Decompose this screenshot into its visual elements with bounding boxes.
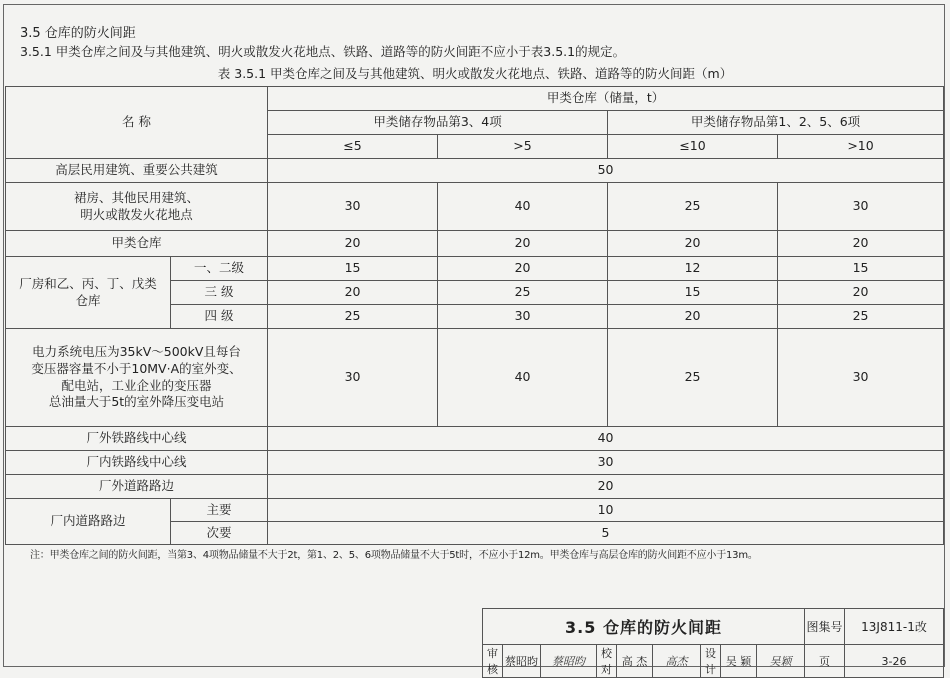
checker-signature: 高杰 — [653, 645, 701, 678]
table-cell: 30 — [438, 305, 608, 329]
table-cell: 15 — [778, 257, 944, 281]
table-note: 注：甲类仓库之间的防火间距，当第3、4项物品储量不大于2t，第1、2、5、6项物品储量不大于5t时，不应小于12m。甲类仓库与高层仓库的防火间距不应小于13m。 — [30, 550, 758, 561]
table-cell: 15 — [608, 281, 778, 305]
table-caption: 表 3.5.1 甲类仓库之间及与其他建筑、明火或散发火花地点、铁路、道路等的防火间距（m） — [217, 66, 733, 81]
table-cell: 20 — [608, 305, 778, 329]
table-cell: 40 — [268, 427, 944, 451]
col-header: ≤10 — [608, 135, 778, 159]
table-cell: 30 — [268, 451, 944, 475]
table-cell: 30 — [268, 183, 438, 231]
table-cell: 30 — [778, 329, 944, 427]
table-cell: 25 — [608, 183, 778, 231]
sub-header-items-1-2-5-6: 甲类储存物品第1、2、5、6项 — [608, 111, 944, 135]
row-label-line: 裙房、其他民用建筑、 — [74, 189, 200, 205]
row-label-factory — [6, 257, 171, 329]
group-header: 甲类仓库（储量，t） — [268, 87, 944, 111]
table-cell: 20 — [268, 281, 438, 305]
row-label-line: 电力系统电压为35kV～500kV且每台 — [32, 343, 241, 359]
check-label: 校对 — [597, 645, 617, 678]
row-label-line: 总油量大于5t的室外降压变电站 — [48, 394, 225, 410]
row-label-line: 明火或散发火花地点 — [80, 206, 193, 222]
table-cell: 15 — [268, 257, 438, 281]
page-label: 页 — [805, 645, 845, 678]
road-grade-label: 次要 — [171, 522, 268, 545]
table-cell: 12 — [608, 257, 778, 281]
reviewer-signature: 蔡昭昀 — [541, 645, 597, 678]
fire-distance-table — [5, 86, 944, 545]
checker-name: 高 杰 — [617, 645, 653, 678]
clause-text: 3.5.1 甲类仓库之间及与其他建筑、明火或散发火花地点、铁路、道路等的防火间距不应小于表3.5.1的规定。 — [20, 44, 626, 59]
table-cell: 30 — [268, 329, 438, 427]
table-cell: 20 — [268, 475, 944, 499]
row-label-line: 配电站，工业企业的变压器 — [61, 377, 212, 393]
atlas-number: 13J811-1改 — [845, 609, 944, 645]
table-cell: 20 — [608, 231, 778, 257]
col-header: >5 — [438, 135, 608, 159]
table-cell: 10 — [268, 499, 944, 522]
row-label-line: 变压器容量不小于10MV·A的室外变、 — [31, 360, 242, 376]
row-label-power-substation — [6, 329, 268, 427]
grade-label: 三 级 — [171, 281, 268, 305]
table-cell: 30 — [778, 183, 944, 231]
col-header: >10 — [778, 135, 944, 159]
designer-name: 吴 颖 — [721, 645, 757, 678]
row-label-rail-outside: 厂外铁路线中心线 — [6, 427, 268, 451]
atlas-label: 图集号 — [805, 609, 845, 645]
title-block — [482, 608, 944, 678]
road-grade-label: 主要 — [171, 499, 268, 522]
table-cell: 25 — [608, 329, 778, 427]
section-title: 3.5 仓库的防火间距 — [20, 26, 136, 41]
table-cell: 40 — [438, 329, 608, 427]
design-label: 设计 — [701, 645, 721, 678]
row-label-highrise: 高层民用建筑、重要公共建筑 — [6, 159, 268, 183]
grade-label: 一、二级 — [171, 257, 268, 281]
row-label-line: 仓库 — [75, 292, 101, 308]
row-value-highrise: 50 — [268, 159, 944, 183]
table-cell: 20 — [268, 231, 438, 257]
table-cell: 20 — [778, 281, 944, 305]
row-label-class-a: 甲类仓库 — [6, 231, 268, 257]
row-label-rail-inside: 厂内铁路线中心线 — [6, 451, 268, 475]
table-cell: 20 — [438, 231, 608, 257]
title-block-title: 3.5 仓库的防火间距 — [483, 609, 805, 645]
review-label: 审核 — [483, 645, 503, 678]
table-cell: 25 — [438, 281, 608, 305]
table-cell: 20 — [778, 231, 944, 257]
row-label-road-inside: 厂内道路路边 — [6, 499, 171, 545]
table-cell: 20 — [438, 257, 608, 281]
designer-signature: 吴颖 — [757, 645, 805, 678]
table-cell: 25 — [778, 305, 944, 329]
table-cell: 25 — [268, 305, 438, 329]
table-cell: 5 — [268, 522, 944, 545]
grade-label: 四 级 — [171, 305, 268, 329]
reviewer-name: 蔡昭昀 — [503, 645, 541, 678]
page-number: 3-26 — [845, 645, 944, 678]
col-header: ≤5 — [268, 135, 438, 159]
name-header: 名 称 — [6, 87, 268, 159]
table-cell: 40 — [438, 183, 608, 231]
row-label-line: 厂房和乙、丙、丁、戊类 — [19, 275, 157, 291]
sub-header-items-3-4: 甲类储存物品第3、4项 — [268, 111, 608, 135]
row-label-road-outside: 厂外道路路边 — [6, 475, 268, 499]
row-label-podium — [6, 183, 268, 231]
